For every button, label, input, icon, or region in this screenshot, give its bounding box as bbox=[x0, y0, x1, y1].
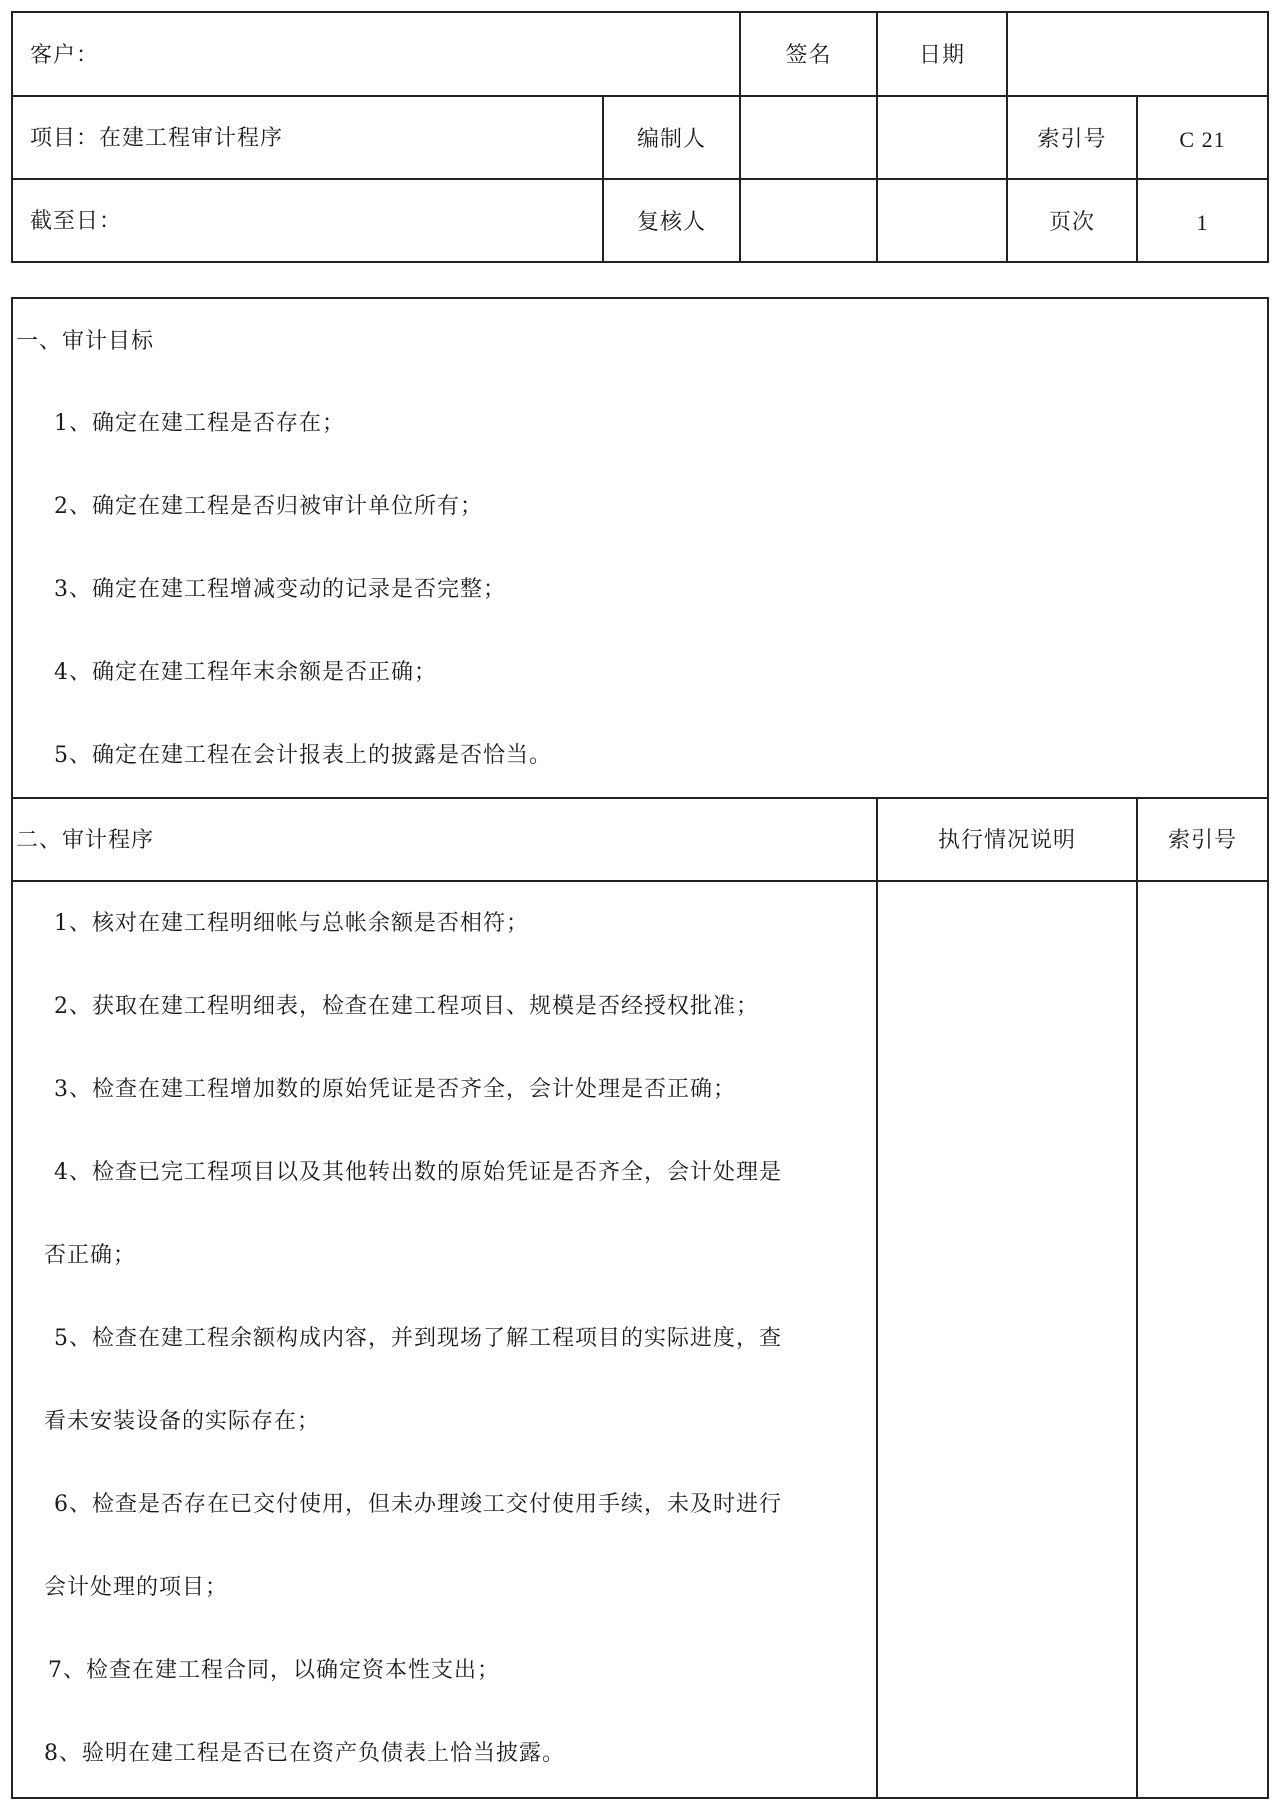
reviewer-date-field[interactable] bbox=[878, 180, 1006, 261]
index-value: C 21 bbox=[1179, 127, 1226, 152]
procedure-line: 4、检查已完工程项目以及其他转出数的原始凭证是否齐全，会计处理是 bbox=[54, 1160, 782, 1185]
procedure-line: 8、验明在建工程是否已在资产负债表上恰当披露。 bbox=[44, 1741, 565, 1766]
date-label: 日期 bbox=[918, 43, 965, 68]
procedure-line: 6、检查是否存在已交付使用，但未办理竣工交付使用手续，未及时进行 bbox=[54, 1492, 782, 1517]
procedure-line: 否正确； bbox=[44, 1243, 137, 1268]
main-border-top bbox=[11, 297, 1269, 299]
procedure-line: 会计处理的项目； bbox=[44, 1575, 229, 1600]
reviewer-signature-field[interactable] bbox=[741, 180, 876, 261]
procedure-line: 7、检查在建工程合同，以确定资本性支出； bbox=[48, 1658, 500, 1683]
main-border-left bbox=[11, 297, 13, 1799]
client-field[interactable] bbox=[30, 20, 730, 90]
procedure-line: 1、核对在建工程明细帐与总帐余额是否相符； bbox=[54, 911, 529, 936]
page-label: 页次 bbox=[1048, 210, 1095, 235]
procedure-line: 5、检查在建工程余额构成内容，并到现场了解工程项目的实际进度，查 bbox=[54, 1326, 782, 1351]
page-value: 1 bbox=[1196, 210, 1209, 235]
objective-item: 1、确定在建工程是否存在； bbox=[54, 411, 345, 436]
objectives-title: 一、审计目标 bbox=[16, 329, 155, 354]
cutoff-date-label: 截至日： bbox=[30, 209, 123, 234]
objective-item: 4、确定在建工程年末余额是否正确； bbox=[54, 660, 437, 685]
objective-item: 5、确定在建工程在会计报表上的披露是否恰当。 bbox=[54, 743, 552, 768]
header-border-left bbox=[11, 11, 13, 263]
procedure-index-header: 索引号 bbox=[1167, 828, 1237, 853]
procedures-header-top bbox=[11, 797, 1269, 799]
procedure-line: 看未安装设备的实际存在； bbox=[44, 1409, 321, 1434]
header-border-bottom bbox=[11, 261, 1269, 263]
index-label: 索引号 bbox=[1037, 127, 1107, 152]
procedures-title: 二、审计程序 bbox=[16, 828, 155, 853]
signature-label: 签名 bbox=[785, 43, 832, 68]
preparer-signature-field[interactable] bbox=[741, 97, 876, 178]
objective-item: 2、确定在建工程是否归被审计单位所有； bbox=[54, 494, 483, 519]
client-label: 客户： bbox=[30, 43, 100, 68]
header-row-divider-1 bbox=[11, 95, 1269, 97]
main-border-bottom bbox=[11, 1797, 1269, 1799]
project-label: 项目：在建工程审计程序 bbox=[30, 126, 284, 151]
procedure-line: 3、检查在建工程增加数的原始凭证是否齐全，会计处理是否正确； bbox=[54, 1077, 736, 1102]
procedure-index-field[interactable] bbox=[1138, 882, 1267, 1797]
main-border-right bbox=[1267, 297, 1269, 1799]
reviewer-label: 复核人 bbox=[636, 210, 706, 235]
objective-item: 3、确定在建工程增减变动的记录是否完整； bbox=[54, 577, 506, 602]
header-border-top bbox=[11, 11, 1269, 13]
preparer-label: 编制人 bbox=[636, 127, 706, 152]
header-border-right bbox=[1267, 11, 1269, 263]
procedure-line: 2、获取在建工程明细表，检查在建工程项目、规模是否经授权批准； bbox=[54, 994, 759, 1019]
execution-notes-header: 执行情况说明 bbox=[937, 828, 1076, 853]
preparer-date-field[interactable] bbox=[878, 97, 1006, 178]
cutoff-date-field[interactable] bbox=[120, 180, 590, 261]
execution-notes-field[interactable] bbox=[878, 882, 1136, 1797]
